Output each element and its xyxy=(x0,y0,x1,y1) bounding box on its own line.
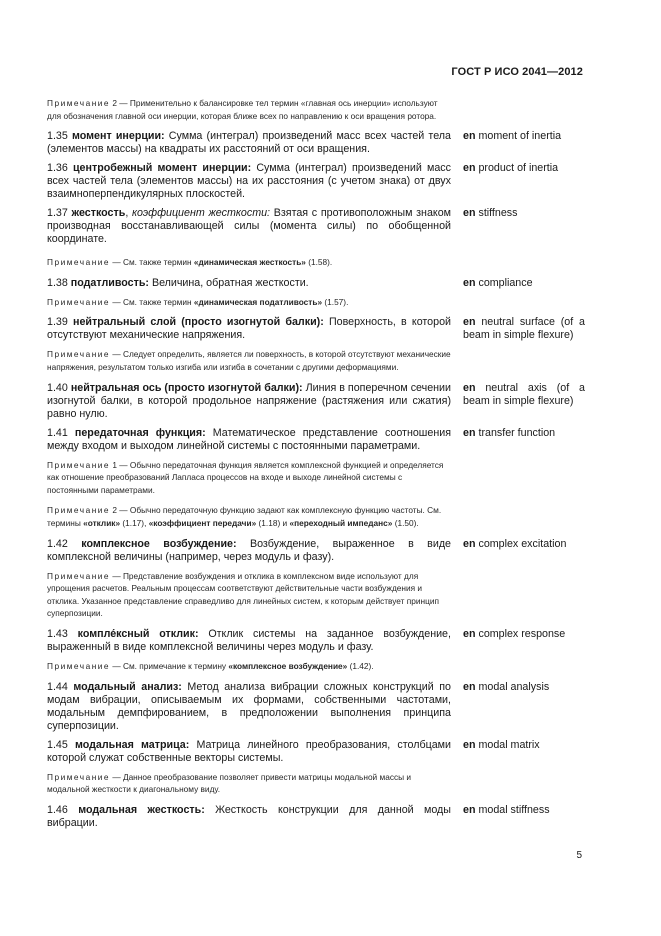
term-definition: 1.37 жесткость, коэффициент жесткости: Взятая с противоположным знаком производная восстанавливающей силы (момента силы) по обобщенной координате. xyxy=(47,207,451,246)
term-name: нейтральный слой (просто изогнутой балки): xyxy=(73,316,324,329)
term-name: центробежный момент инерции: xyxy=(72,162,252,175)
term-english: en modal stiffness xyxy=(463,803,550,816)
term-entry xyxy=(47,277,585,290)
terms-list xyxy=(47,97,585,836)
term-name: нейтральная ось (просто изогнутой балки): xyxy=(70,381,303,394)
note: Примечание 2 — Применительно к балансировке тел термин «главная ось инерции» используют для обозначения главной оси инерции, которая ближе всех по направлению к оси вращения ротора. xyxy=(47,98,438,121)
term-definition: 1.42 комплексное возбуждение: Возбуждение, выраженное в виде комплексной величины (например, через модуль и фазу). xyxy=(47,537,451,563)
note: Примечание — Следует определить, является ли поверхность, в которой отсутствуют механические напряжения, результатом только изгиба или изгиба в сочетании с другими деформациями. xyxy=(47,349,451,372)
term-entry xyxy=(47,162,585,201)
term-english: en transfer function xyxy=(463,426,556,439)
term-definition: 1.44 модальный анализ: Метод анализа вибрации сложных конструкций по модам вибрации, описываемым их формами, собственными частотами, модальным демпфированием, в предположении выполнения принципа суперпозиции. xyxy=(47,680,451,732)
term-synonym: коэффициент жесткости: xyxy=(132,207,271,220)
term-definition: 1.39 нейтральный слой (просто изогнутой балки): Поверхность, в которой отсутствуют механические напряжения. xyxy=(47,316,451,342)
term-definition: 1.35 момент инерции: Сумма (интеграл) произведений масс всех частей тела (элементов массы) на квадраты их расстояний от оси вращения. xyxy=(47,130,451,156)
page-number: 5 xyxy=(576,850,582,861)
term-english: en modal matrix xyxy=(463,738,540,751)
term-name: компле́ксный отклик: xyxy=(77,627,199,640)
term-entry xyxy=(47,316,585,342)
term-entry xyxy=(47,681,585,733)
term-entry xyxy=(47,628,585,654)
term-entry xyxy=(47,130,585,156)
term-definition: 1.41 передаточная функция: Математическое представление соотношения между входом и выходом линейной системы с постоянными параметрами. xyxy=(47,426,451,452)
term-entry xyxy=(47,427,585,453)
term-english: en moment of inertia xyxy=(463,130,562,143)
note: Примечание — См. также термин «динамическая жесткость» (1.58). xyxy=(47,257,333,268)
term-name: момент инерции: xyxy=(71,130,165,143)
term-definition: 1.38 податливость: Величина, обратная жесткости. xyxy=(47,276,309,289)
note: Примечание — Представление возбуждения и отклика в комплексном виде используют для упрощения расчетов. Реальным процессам соответствуют действительные части возбуждения и отклика. Указанное представление справедливо для линейных систем, к которым действует принцип суперпозиции. xyxy=(47,570,439,619)
term-english: en neutral surface (of a beam in simple flexure) xyxy=(463,316,585,342)
document-header: ГОСТ Р ИСО 2041—2012 xyxy=(451,66,583,78)
term-name: жесткость xyxy=(71,207,126,220)
term-entry xyxy=(47,382,585,421)
term-name: модальная жесткость: xyxy=(78,803,205,816)
term-definition: 1.40 нейтральная ось (просто изогнутой балки): Линия в поперечном сечении изогнутой балки, в которой продольное напряжение (растяжения или сжатия) равно нулю. xyxy=(47,381,451,420)
note: Примечание — См. примечание к термину «комплексное возбуждение» (1.42). xyxy=(47,660,374,671)
note: Примечание 2 — Обычно передаточную функцию задают как комплексную функцию частоты. См. термины «отклик» (1.17), «коэффициент передачи» (1.18) и «переходный импеданс» (1.50). xyxy=(47,505,442,528)
term-english: en complex excitation xyxy=(463,537,567,550)
term-definition: 1.43 компле́ксный отклик: Отклик системы на заданное возбуждение, выраженный в виде комплексной величины через модуль и фазу. xyxy=(47,627,451,653)
term-name: передаточная функция: xyxy=(74,426,206,439)
term-english: en compliance xyxy=(463,276,533,289)
term-english: en neutral axis (of a beam in simple flexure) xyxy=(463,381,585,407)
term-english: en modal analysis xyxy=(463,680,550,693)
term-entry xyxy=(47,538,585,564)
note: Примечание 1 — Обычно передаточная функция является комплексной функцией и определяется как отношение преобразований Лапласа процессов на входе и выходе линейной системы с постоянными параметрами. xyxy=(47,459,444,495)
term-name: модальная матрица: xyxy=(74,738,190,751)
note: Примечание — См. также термин «динамическая податливость» (1.57). xyxy=(47,296,349,307)
term-english: en product of inertia xyxy=(463,162,559,175)
term-name: податливость: xyxy=(70,276,149,289)
note: Примечание — Данное преобразование позволяет привести матрицы модальной массы и модальной жесткости к диагональному виду. xyxy=(47,771,412,795)
term-name: комплексное возбуждение: xyxy=(81,537,237,550)
term-definition: 1.46 модальная жесткость: Жесткость конструкции для данной моды вибрации. xyxy=(47,803,451,829)
term-entry xyxy=(47,804,585,830)
term-entry xyxy=(47,739,585,765)
term-entry xyxy=(47,207,585,246)
term-definition: 1.36 центробежный момент инерции: Сумма (интеграл) произведений масс всех частей тела (элементов массы) на их расстояния (с учетом знака) от двух взаимноперпендикулярных плоскостей. xyxy=(47,162,451,201)
term-english: en complex response xyxy=(463,627,566,640)
term-english: en stiffness xyxy=(463,207,518,220)
term-definition: 1.45 модальная матрица: Матрица линейного преобразования, столбцами которой служат собственные векторы системы. xyxy=(47,738,451,764)
term-name: модальный анализ: xyxy=(73,680,182,693)
